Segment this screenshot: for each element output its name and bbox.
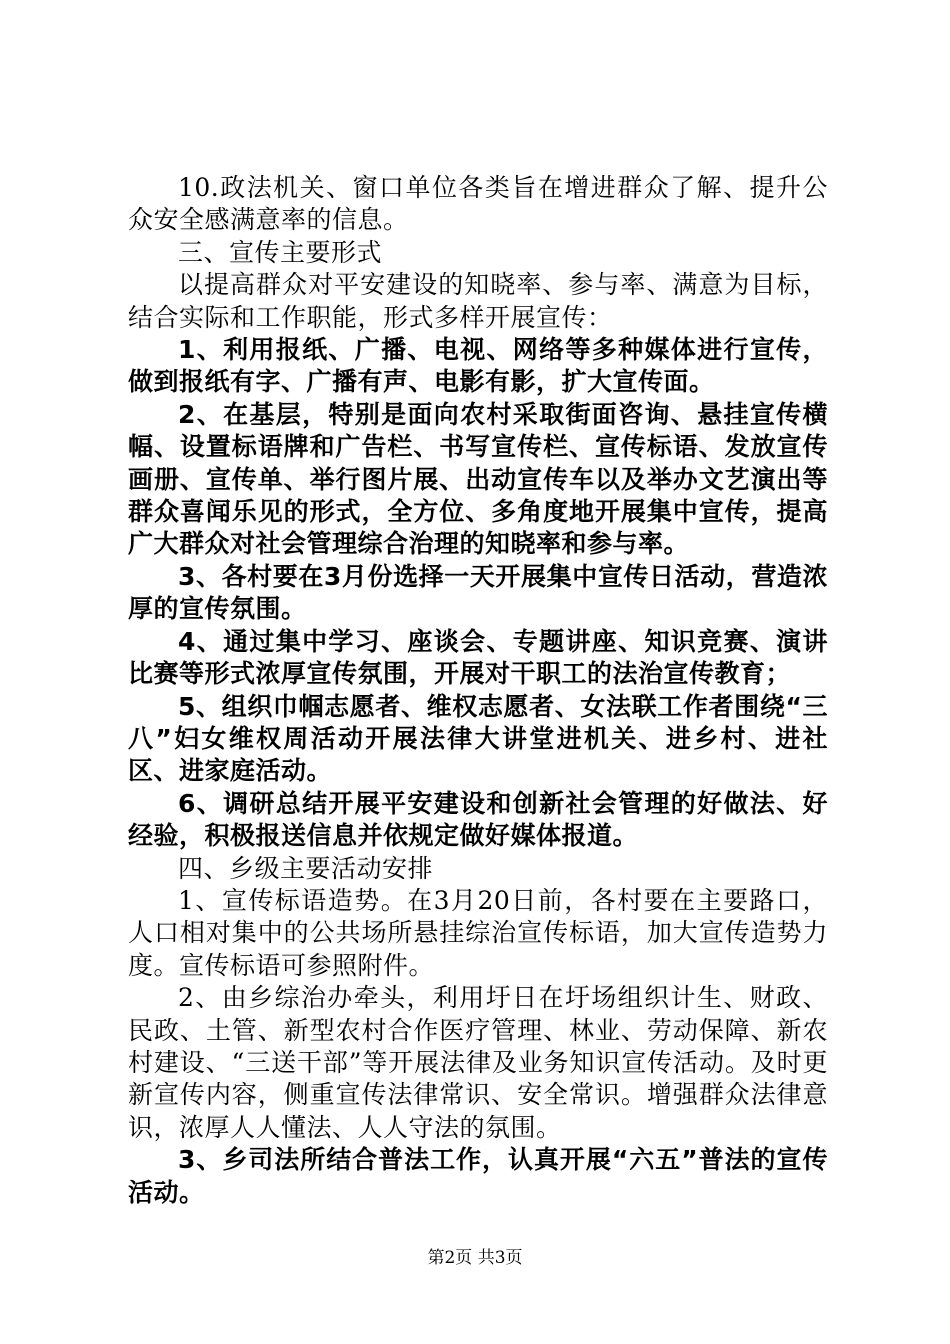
page-number-footer: 第2页 共3页: [427, 1248, 523, 1268]
form-item-1: 1、利用报纸、广播、电视、网络等多种媒体进行宣传，做到报纸有字、广播有声、电影有影，扩大宣传面。: [128, 335, 828, 397]
document-body: [128, 172, 828, 1209]
section-heading-3: 三、宣传主要形式: [178, 237, 383, 267]
section-heading-4: 四、乡级主要活动安排: [178, 853, 434, 883]
activity-item-1: 1、宣传标语造势。在3月20日前，各村要在主要路口，人口相对集中的公共场所悬挂综治宣传标语，加大宣传造势力度。宣传标语可参照附件。: [128, 885, 828, 980]
form-item-2: 2、在基层，特别是面向农村采取街面咨询、悬挂宣传横幅、设置标语牌和广告栏、书写宣传栏、宣传标语、发放宣传画册、宣传单、举行图片展、出动宣传车以及举办文艺演出等群众喜闻乐见的形式，全方位、多角度地开展集中宣传，提高广大群众对社会管理综合治理的知晓率和参与率。: [128, 399, 828, 559]
form-item-6: 6、调研总结开展平安建设和创新社会管理的好做法、好经验，积极报送信息并依规定做好媒体报道。: [128, 788, 828, 851]
form-item-4: 4、通过集中学习、座谈会、专题讲座、知识竞赛、演讲比赛等形式浓厚宣传氛围，开展对干职工的法治宣传教育；: [128, 626, 828, 689]
activity-item-2: 2、由乡综治办牵头，利用圩日在圩场组织计生、财政、民政、土管、新型农村合作医疗管理、林业、劳动保障、新农村建设、“三送干部”等开展法律及业务知识宣传活动。及时更新宣传内容，侧重宣传法律常识、安全常识。增强群众法律意识，浓厚人人懂法、人人守法的氛围。: [128, 983, 828, 1142]
paragraph-item-10: 10.政法机关、窗口单位各类旨在增进群众了解、提升公众安全感满意率的信息。: [128, 173, 828, 235]
form-item-5: 5、组织巾帼志愿者、维权志愿者、女法联工作者围绕“三八”妇女维权周活动开展法律大讲堂进机关、进乡村、进社区、进家庭活动。: [128, 691, 828, 786]
activity-item-3: 3、乡司法所结合普法工作，认真开展“六五”普法的宣传活动。: [128, 1145, 828, 1207]
section-3-intro: 以提高群众对平安建设的知晓率、参与率、满意为目标，结合实际和工作职能，形式多样开展宣传：: [128, 270, 828, 332]
form-item-3: 3、各村要在3月份选择一天开展集中宣传日活动，营造浓厚的宣传氛围。: [128, 561, 828, 624]
